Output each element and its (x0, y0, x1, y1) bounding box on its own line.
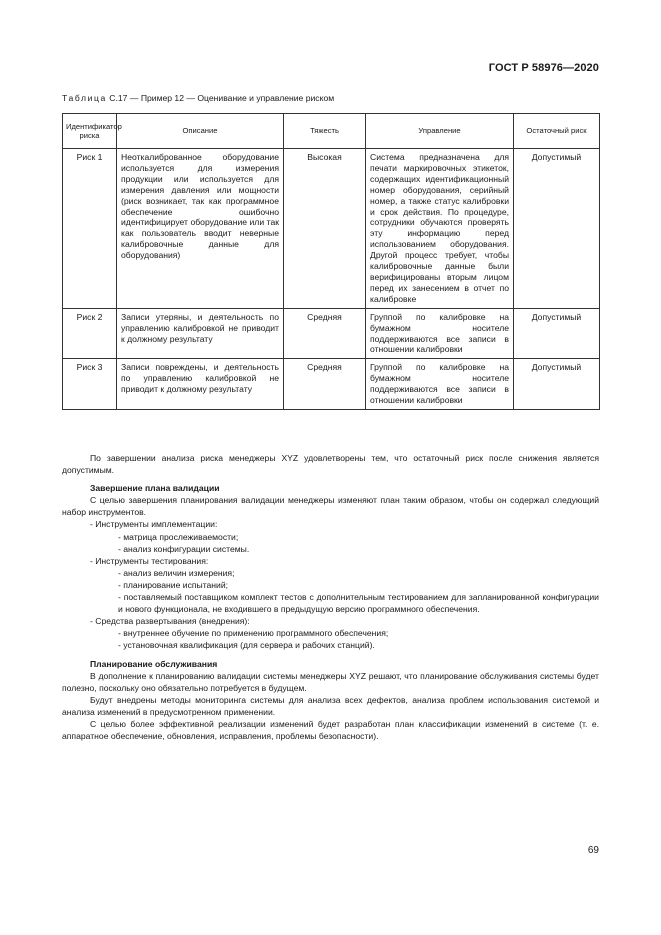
risk-description: Неоткалиброванное оборудование используется для измерения продукции или используется для измерения давления или мощности (риск возникает, так как программное обеспечение ошибочно идентифицирует оборудование или так как пользователь вводит неверные калибровочные данные для оборудования) (117, 149, 284, 309)
table-caption (62, 93, 334, 103)
risk-control: Группой по калибровке на бумажном носителе поддерживаются все записи в отношении калибровки (366, 359, 514, 410)
page-number: 69 (587, 845, 599, 856)
table-caption-title: С.17 — Пример 12 — Оценивание и управление риском (106, 93, 335, 103)
list-item: - установочная квалификация (для сервера и рабочих станций). (118, 640, 375, 651)
table-row (63, 359, 600, 410)
list-item: - Средства развертывания (внедрения): (90, 616, 250, 627)
col-header-id: Идентификатор риска (63, 114, 117, 149)
col-header-description: Описание (117, 114, 284, 149)
paragraph: Будут внедрены методы мониторинга системы для анализа всех дефектов, анализа проблем использования системой и анализа изменений в предусмотренном применении. (62, 694, 599, 717)
risk-control: Группой по калибровке на бумажном носителе поддерживаются все записи в отношении калибровки (366, 308, 514, 359)
table-row (63, 308, 600, 359)
standard-number: ГОСТ Р 58976—2020 (488, 62, 599, 74)
list-item: - Инструменты имплементации: (90, 519, 218, 530)
list-item: - поставляемый поставщиком комплект тестов с дополнительным тестированием для запланированной конфигурации и нового функционала, не входившего в предыдущую версию программного обеспечения. (118, 592, 599, 615)
list-item: - анализ конфигурации системы. (118, 543, 250, 554)
risk-residual: Допустимый (514, 149, 600, 309)
risk-residual: Допустимый (514, 308, 600, 359)
risk-description: Записи утеряны, и деятельность по управлению калибровкой не приводит к должному результату (117, 308, 284, 359)
risk-id: Риск 3 (63, 359, 117, 410)
risk-id: Риск 1 (63, 149, 117, 309)
list-item: - матрица прослеживаемости; (118, 531, 239, 542)
paragraph: С целью завершения планирования валидации менеджеры изменяют план таким образом, чтобы он содержал следующий набор инструментов. (62, 495, 599, 518)
col-header-control: Управление (366, 114, 514, 149)
list-item: - планирование испытаний; (118, 579, 229, 590)
table-caption-prefix: Таблица (62, 93, 107, 103)
risk-severity: Высокая (284, 149, 366, 309)
risk-table (62, 113, 600, 410)
risk-residual: Допустимый (514, 359, 600, 410)
risk-id: Риск 2 (63, 308, 117, 359)
risk-control: Система предназначена для печати маркировочных этикеток, содержащих идентификационный номер оборудования, серийный номер, а также статус калибровки и срок действия. По процедуре, сотрудники обучаются проверять эту информацию перед использованием оборудования. Другой процесс требует, чтобы калибровочные данные были верифицированы вторым лицом перед их занесением в отчет по калибровке (366, 149, 514, 309)
table-header-row (63, 114, 600, 149)
risk-severity: Средняя (284, 359, 366, 410)
section-heading: Завершение плана валидации (90, 483, 220, 494)
table-row (63, 149, 600, 309)
paragraph: В дополнение к планированию валидации системы менеджеры XYZ решают, что планирование обслуживания системы будет полезно, поскольку оно обязательно потребуется в будущем. (62, 670, 599, 693)
list-item: - анализ величин измерения; (118, 567, 235, 578)
paragraph: По завершении анализа риска менеджеры XYZ удовлетворены тем, что остаточный риск после снижения является допустимым. (62, 453, 599, 476)
risk-description: Записи повреждены, и деятельность по управлению калибровкой не приводит к должному результату (117, 359, 284, 410)
col-header-residual: Остаточный риск (514, 114, 600, 149)
body-text (62, 452, 599, 742)
section-heading: Планирование обслуживания (90, 658, 218, 669)
list-item: - Инструменты тестирования: (90, 555, 209, 566)
col-header-severity: Тяжесть (284, 114, 366, 149)
list-item: - внутреннее обучение по применению программного обеспечения; (118, 628, 389, 639)
risk-severity: Средняя (284, 308, 366, 359)
paragraph: С целью более эффективной реализации изменений будет разработан план классификации изменений в системе (т. е. аппаратное обеспечение, обновления, исправления, проблемы безопасности). (62, 718, 599, 742)
